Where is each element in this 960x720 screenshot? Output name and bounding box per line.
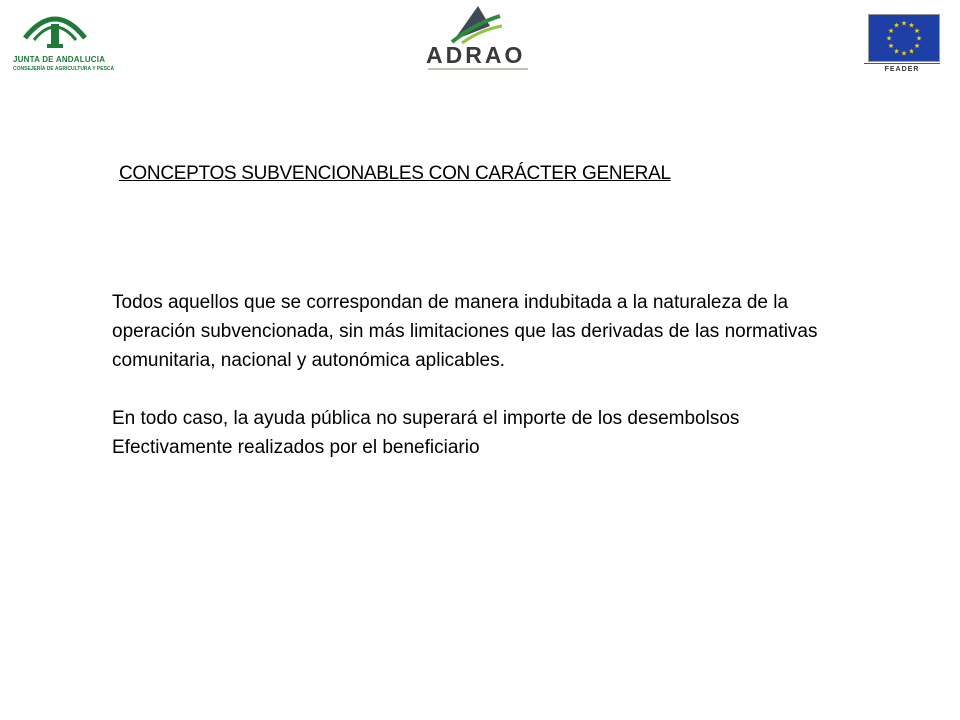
eu-feader-logo	[864, 14, 940, 78]
slide-title: CONCEPTOS SUBVENCIONABLES CON CARÁCTER GENERAL	[119, 163, 671, 184]
body-paragraph: Todos aquellos que se correspondan de manera indubitada a la naturaleza de la operación subvencionada, sin más limitaciones que las derivadas de las normativas comunitaria, nacional y autonómica aplicables.	[112, 292, 818, 371]
eu-star-icon: ★	[893, 22, 900, 30]
adrao-logo-subtitle-line	[428, 68, 528, 70]
adrao-mountain-icon	[444, 4, 504, 44]
eu-star-icon: ★	[913, 43, 921, 50]
eu-star-icon: ★	[885, 35, 893, 43]
adrao-logo-text: ADRAO	[426, 42, 526, 68]
eu-star-icon: ★	[913, 28, 921, 35]
eu-star-icon: ★	[915, 35, 923, 43]
eu-star-icon: ★	[893, 48, 900, 56]
body-paragraph: En todo caso, la ayuda pública no superará el importe de los desembolsos Efectivamente realizados por el beneficiario	[112, 408, 740, 458]
eu-star-icon: ★	[900, 50, 908, 58]
eu-flag-icon	[868, 14, 940, 62]
adrao-logo	[420, 4, 532, 74]
eu-star-icon: ★	[908, 48, 915, 56]
eu-star-icon: ★	[900, 20, 908, 28]
eu-star-icon: ★	[887, 28, 895, 35]
eu-logo-label: FEADER	[884, 66, 920, 73]
eu-logo-divider	[864, 63, 940, 64]
junta-logo-line1: JUNTA DE ANDALUCIA	[13, 55, 106, 64]
junta-logo-line2: CONSEJERÍA DE AGRICULTURA Y PESCA	[13, 66, 115, 72]
junta-de-andalucia-logo	[6, 8, 115, 72]
eu-star-icon: ★	[908, 22, 915, 30]
slide-body	[112, 288, 852, 462]
junta-emblem-icon	[20, 8, 90, 52]
eu-star-icon: ★	[887, 43, 895, 50]
